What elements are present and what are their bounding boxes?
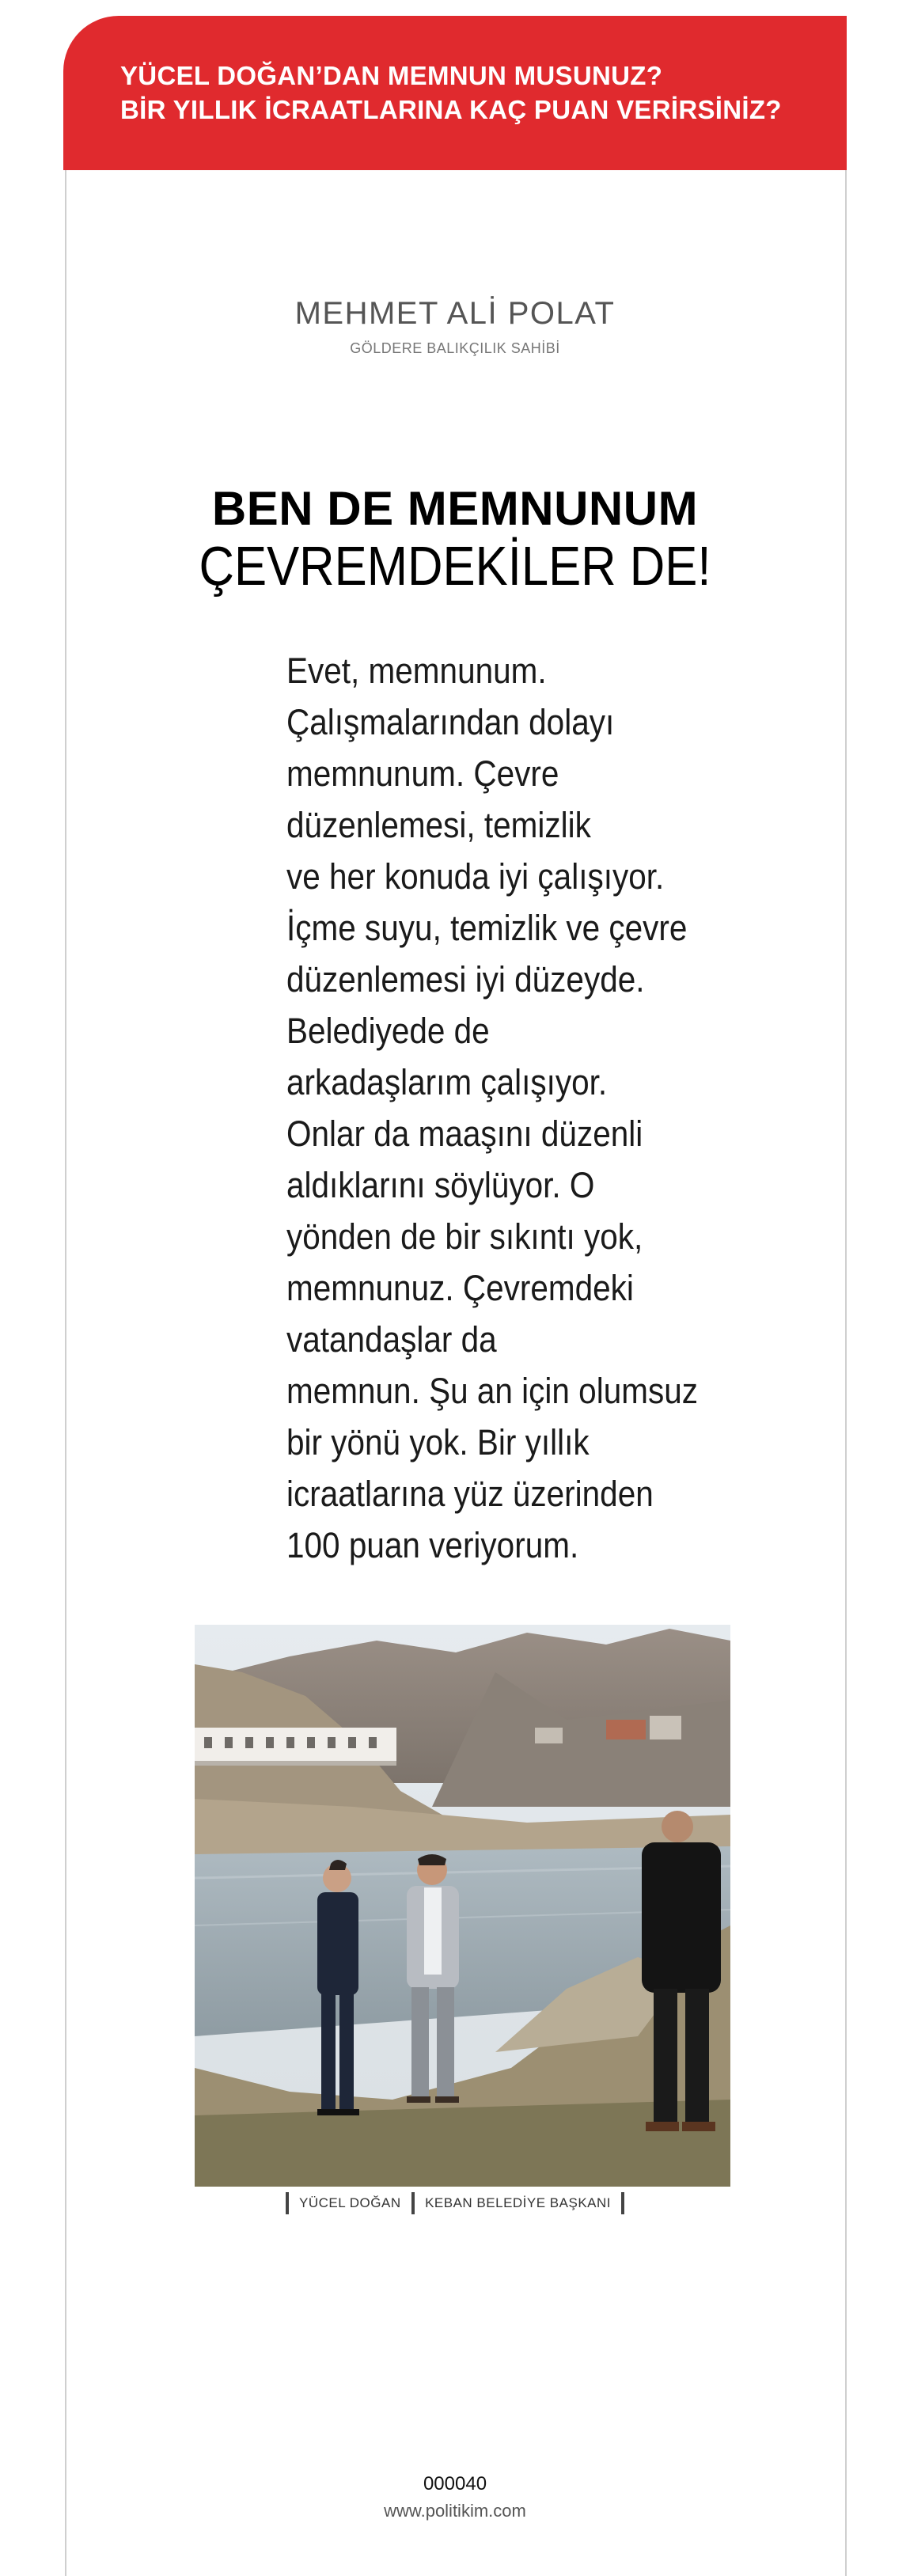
headline-line-2: ÇEVREMDEKİLER DE! [199,535,711,597]
quote-line: ve her konuda iyi çalışıyor. [286,856,665,897]
quote-line: 100 puan veriyorum. [286,1525,579,1565]
caption-separator [621,2192,624,2214]
photo-caption [0,2192,910,2214]
header-banner [63,16,847,170]
quote-line: icraatlarına yüz üzerinden [286,1474,654,1514]
riverside-photo [195,1625,730,2187]
quote-line: vatandaşlar da [286,1319,497,1360]
quote-line: düzenlemesi, temizlik [286,805,591,845]
quote-line: Belediyede de [286,1011,490,1051]
quote-line: memnunum. Çevre [286,753,559,794]
headline-line-1: BEN DE MEMNUNUM [211,482,699,535]
quote-line: İçme suyu, temizlik ve çevre [286,908,688,948]
quote-line: memnunuz. Çevremdeki [286,1268,634,1308]
site-url[interactable]: www.politikim.com [384,2501,526,2521]
quote-line: Onlar da maaşını düzenli [286,1113,643,1154]
interviewee-title: GÖLDERE BALIKÇILIK SAHİBİ [350,340,560,356]
quote-line: bir yönü yok. Bir yıllık [286,1422,590,1463]
quote-line: aldıklarını söylüyor. O [286,1165,595,1205]
quote-body [286,645,730,1571]
quote-line: Çalışmalarından dolayı [286,702,615,742]
quote-line: arkadaşlarım çalışıyor. [286,1062,608,1102]
caption-separator [286,2192,289,2214]
header-question-2: BİR YILLIK İCRAATLARINA KAÇ PUAN VERİRSİNİZ? [120,95,782,124]
caption-name: YÜCEL DOĞAN [298,2195,401,2210]
caption-role: KEBAN BELEDİYE BAŞKANI [425,2195,611,2210]
caption-separator [411,2192,415,2214]
quote-line: düzenlemesi iyi düzeyde. [286,959,645,1000]
header-question-1: YÜCEL DOĞAN’DAN MEMNUN MUSUNUZ? [120,61,663,90]
quote-line: memnun. Şu an için olumsuz [286,1371,699,1411]
quote-line: Evet, memnunum. [286,651,547,691]
page-number: 000040 [423,2473,487,2494]
quote-line: yönden de bir sıkıntı yok, [286,1216,643,1257]
interviewee-name: MEHMET ALİ POLAT [294,296,616,331]
